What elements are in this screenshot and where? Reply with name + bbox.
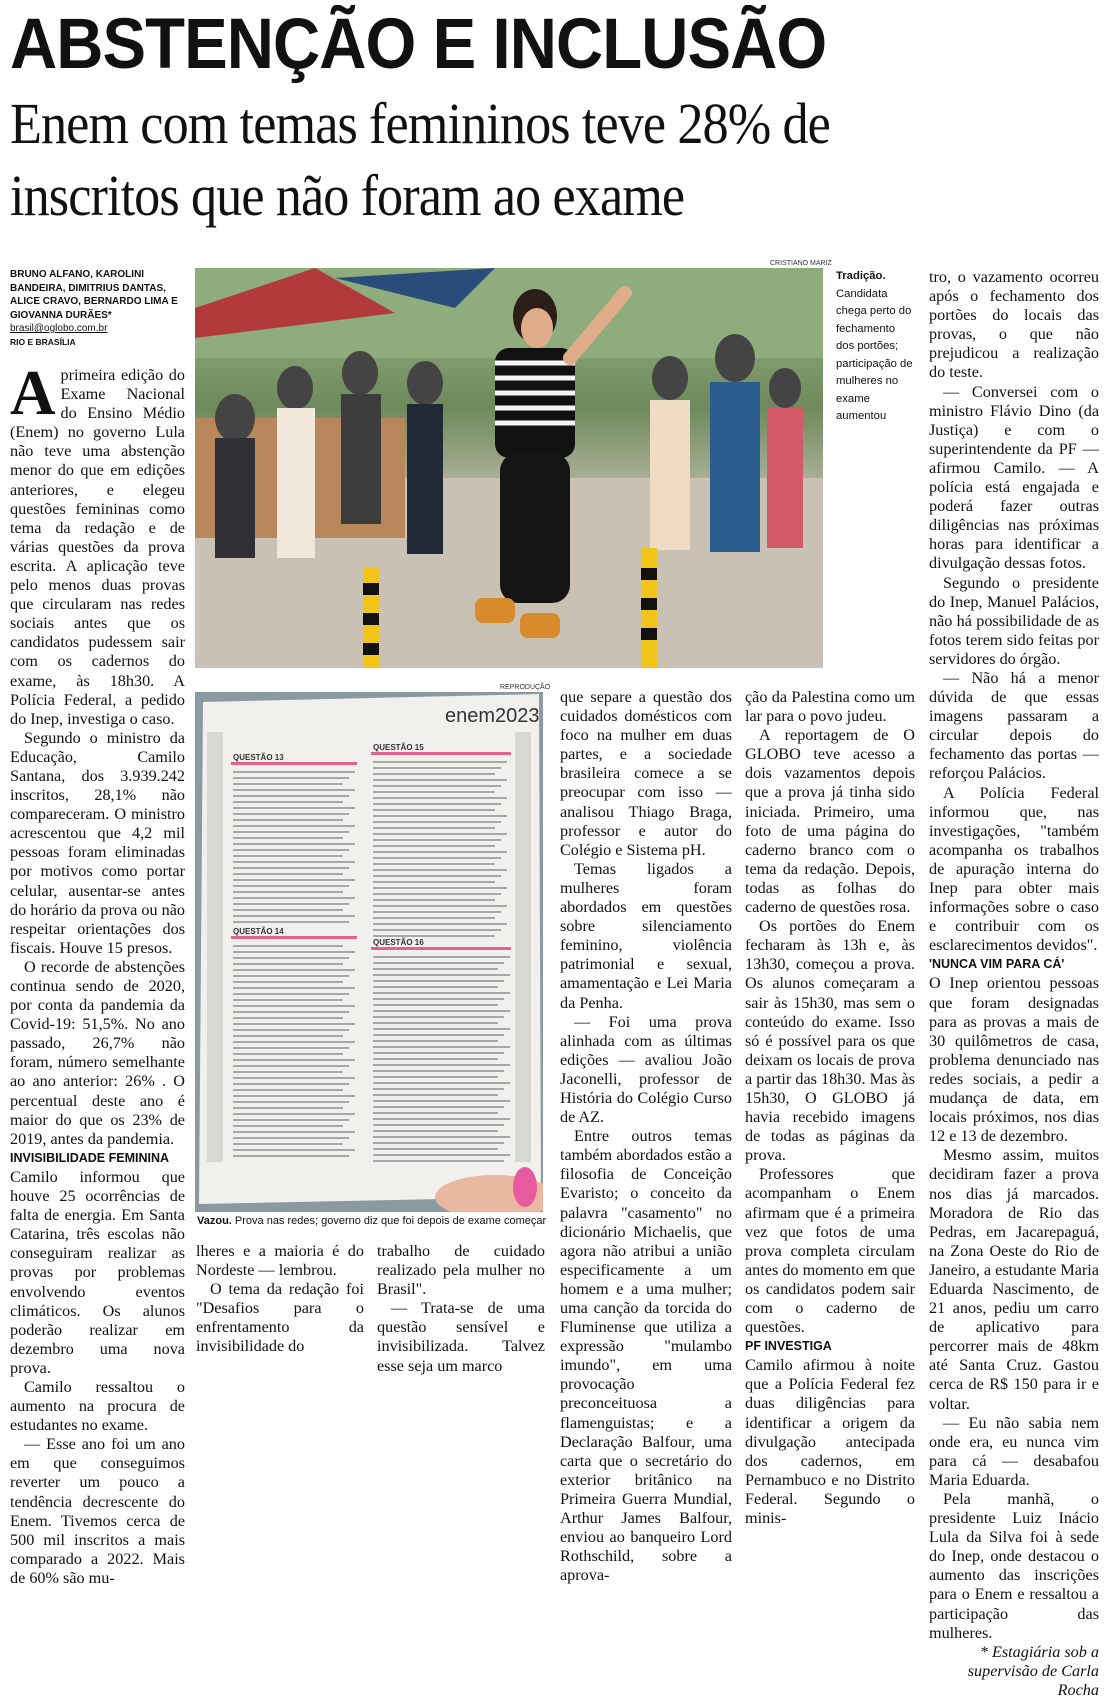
article-column-2 <box>196 1242 364 1357</box>
svg-text:QUESTÃO 13: QUESTÃO 13 <box>233 753 284 762</box>
paragraph: lheres e a maioria é do Nordeste — lembrou. <box>196 1242 364 1280</box>
paragraph: Camilo afirmou à noite que a Polícia Federal fez duas diligências para identificar a origem da divulgação antecipada dos cadernos, em Pernambuco e no Distrito Federal. Segundo o minis- <box>745 1356 915 1528</box>
paragraph: A Polícia Federal informou que, nas investigações, "também acompanha os trabalhos de apuração interna do Inep para obter mais informações sobre o caso e contribuir com os esclarecimentos devidos". <box>929 783 1099 955</box>
paragraph: Mesmo assim, muitos decidiram fazer a prova nos dias já marcados. Moradora de Rio das Pedras, em Jacarepaguá, na Zona Oeste do Rio de Janeiro, a estudante Maria Eduarda Nascimento, de 21 anos, pediu um carro de aplicativo para percorrer mais de 48km até Santa Cruz. Gastou cerca de R$ 150 para ir e voltar. <box>929 1146 1099 1413</box>
enem-logo: enem2023 <box>445 705 540 727</box>
article-column-1 <box>10 358 185 1588</box>
paragraph: O Inep orientou pessoas que foram designadas para as provas a mais de 30 quilômetros de casa, problema denunciado nas redes sociais, a pedir a mudança de data, em locais próximos, nos dias 12 e 13 de dezembro. <box>929 974 1099 1146</box>
paragraph: — Conversei com o ministro Flávio Dino (da Justiça) e com o superintendente da PF — afirmou Camilo. — A polícia está engajada e poderá fazer outras diligências nas próximas horas para identificar a divulgação dessas fotos. <box>929 382 1099 573</box>
subheading-nunca-vim: 'NUNCA VIM PARA CÁ' <box>929 957 1065 972</box>
paragraph: Professores que acompanham o Enem afirmam que é a primeira vez que fotos de uma prova completa circulam antes do momento em que os candidatos podem sair com o caderno de questões. <box>745 1165 915 1337</box>
paragraph: — Foi uma prova alinhada com as últimas edições — avaliou João Jaconelli, professor de História do Colégio Curso de AZ. <box>560 1012 732 1127</box>
paragraph: O recorde de abstenções continua sendo de 2020, por conta da pandemia da Covid-19: 51,5%. No ano passado, 26,7% não foram, número semelhante ao ano anterior: 26% . O percentual deste ano é maior do que os 23% de 2019, antes da pandemia. <box>10 957 185 1148</box>
footnote: * Estagiária sob a supervisão de Carla Rocha <box>967 1642 1099 1699</box>
photo1-credit: CRISTIANO MARIZ <box>770 260 832 267</box>
subheading-invisibilidade: INVISIBILIDADE FEMININA <box>10 1150 170 1165</box>
byline-email[interactable]: brasil@oglobo.com.br <box>10 323 108 334</box>
paragraph: O tema da redação foi "Desafios para o enfrentamento da invisibilidade do <box>196 1280 364 1356</box>
main-photo <box>195 268 823 668</box>
headline: Enem com temas femininos teve 28% de inscritos que não foram ao exame <box>10 91 830 228</box>
paragraph: que separe a questão dos cuidados domésticos com foco na mulher em duas partes, e a sociedade brasileira comece a se preocupar com isso — analisou Thiago Braga, professor e autor do Colégio e Sistema pH. <box>560 688 732 859</box>
svg-text:QUESTÃO 15: QUESTÃO 15 <box>373 743 424 752</box>
paragraph: Os portões do Enem fecharam às 13h e, às 13h30, começou a prova. Os alunos começaram a sair às 15h30, mas sem o conteúdo do exame. Isso só é possível para os que deixam os locais de prova a partir das 18h30. Mas às 15h30, O GLOBO já havia recebido imagens de todas as páginas da prova. <box>745 917 915 1165</box>
photo2-credit: REPRODUÇÃO <box>500 684 551 691</box>
paragraph: ção da Palestina como um lar para o povo judeu. <box>745 688 915 726</box>
byline-authors: BRUNO ALFANO, KAROLINI BANDEIRA, DIMITRIUS DANTAS, ALICE CRAVO, BERNARDO LIMA E GIOVANNA DURÃES* <box>10 269 178 321</box>
paragraph: tro, o vazamento ocorreu após o fechamento dos portões do locais das provas, o que não prejudicou a realização do teste. <box>929 268 1099 382</box>
paragraph: Camilo informou que houve 25 ocorrências de falta de energia. Em Santa Catarina, três escolas não conseguiram realizar as provas por problemas envolvendo eventos climáticos. Os alunos poderão realizar em dezembro uma nova prova. <box>10 1167 185 1377</box>
paragraph: trabalho de cuidado realizado pela mulher no Brasil". <box>377 1242 545 1299</box>
photo2-caption-title: Vazou. <box>197 1215 232 1227</box>
kicker: ABSTENÇÃO E INCLUSÃO <box>10 5 827 84</box>
paragraph: Segundo o presidente do Inep, Manuel Palácios, não há possibilidade de as fotos terem sido feitas por servidores do órgão. <box>929 573 1099 668</box>
paragraph: A reportagem de O GLOBO teve acesso a dois vazamentos depois que a prova já tinha sido iniciada. Primeiro, uma foto de uma página do caderno branco com o tema da redação. Depois, todas as folhas do caderno de questões rosa. <box>745 726 915 917</box>
photo2-caption <box>197 1214 547 1228</box>
subheading-pf-investiga: PF INVESTIGA <box>745 1339 832 1354</box>
article-column-6 <box>929 268 1099 1700</box>
svg-text:QUESTÃO 16: QUESTÃO 16 <box>373 938 424 947</box>
article-column-5 <box>745 688 915 1528</box>
article-column-3 <box>377 1242 545 1376</box>
paragraph: — Trata-se de uma questão sensível e invisibilizada. Talvez esse seja um marco <box>377 1299 545 1375</box>
main-photo-illustration <box>195 268 823 668</box>
photo1-caption <box>836 268 916 426</box>
leaked-exam-photo <box>195 692 543 1212</box>
photo2-caption-text: Prova nas redes; governo diz que foi depois de exame começar <box>234 1215 547 1227</box>
photo1-caption-title: Tradição. <box>836 270 886 282</box>
paragraph: — Eu não sabia nem onde era, eu nunca vim para cá — desabafou Maria Eduarda. <box>929 1413 1099 1489</box>
paragraph: Entre outros temas também abordados estão a filosofia de Conceição Evaristo; o conceito da palavra "casamento" no dicionário Michaelis, que agora não atribui a união especificamente a um homem e a uma mulher; uma canção da torcida do Fluminense que utiliza a expressão "mulambo imundo", em uma provocação preconceituosa a flamenguistas; e a Declaração Balfour, uma carta que o secretário do exterior britânico na Primeira Guerra Mundial, Arthur James Balfour, enviou ao banqueiro Lord Rothschild, sobre a aprova- <box>560 1127 732 1585</box>
svg-text:QUESTÃO 14: QUESTÃO 14 <box>233 927 284 936</box>
paragraph: — Não há a menor dúvida de que essas imagens passaram a circular depois do fechamento das portas — reforçou Palácios. <box>929 668 1099 783</box>
article-column-4 <box>560 688 732 1585</box>
exam-page-illustration <box>195 692 543 1212</box>
byline-location: RIO E BRASÍLIA <box>10 336 76 347</box>
lead-paragraph: Aprimeira edição do Exame Nacional do Ensino Médio (Enem) no governo Lula não teve uma abstenção menor do que em edições anteriores, e elegeu questões femininas como tema da redação e de várias questões da prova escrita. A aplicação teve pelo menos duas provas que circularam nas redes sociais antes que os candidatos pudessem sair com os cadernos do exame, às 18h30. A Polícia Federal, a pedido do Inep, investiga o caso. <box>10 358 185 728</box>
paragraph: — Esse ano foi um ano em que conseguimos reverter um pouco a tendência decrescente do Enem. Tivemos cerca de 500 mil inscritos a mais comparado a 2022. Mais de 60% são mu- <box>10 1435 185 1587</box>
paragraph: Segundo o ministro da Educação, Camilo Santana, dos 3.939.242 inscritos, 28,1% não compareceram. O ministro acrescentou que 4,2 mil pessoas foram eliminadas por motivos como portar celular, ausentar-se antes do horário da prova ou não respeitar orientações dos fiscais. Houve 15 presos. <box>10 728 185 957</box>
paragraph: Camilo ressaltou o aumento na procura de estudantes no exame. <box>10 1377 185 1435</box>
paragraph: Pela manhã, o presidente Luiz Inácio Lula da Silva foi à sede do Inep, onde destacou o aumento das inscrições para o Enem e ressaltou a participação das mulheres. <box>929 1490 1099 1642</box>
photo1-caption-text: Candidata chega perto do fechamento dos portões; participação de mulheres no exame aumentou <box>836 287 913 422</box>
byline <box>10 268 185 349</box>
paragraph: Temas ligados a mulheres foram abordados em questões sobre silenciamento feminino, violência patrimonial e sexual, amamentação e Lei Maria da Penha. <box>560 859 732 1012</box>
drop-cap: A <box>10 358 56 428</box>
